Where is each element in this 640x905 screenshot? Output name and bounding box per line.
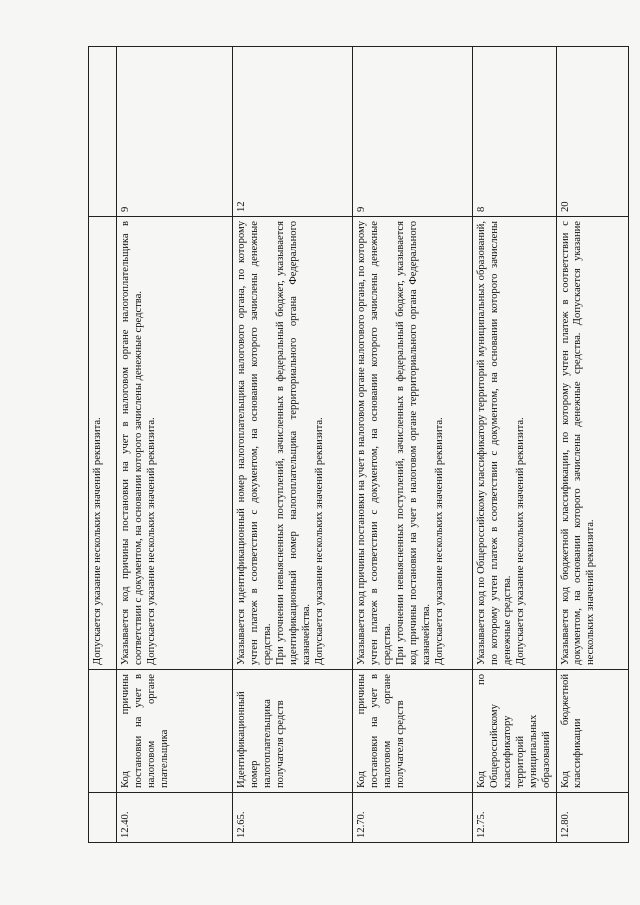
table-row [473, 47, 557, 843]
requisite-description [353, 217, 473, 670]
cont-num-cell [89, 793, 117, 843]
requisite-value: 9 [117, 47, 233, 217]
description-paragraph: Допускается указание нескольких значений реквизита. [433, 417, 445, 665]
requisite-value: 9 [353, 47, 473, 217]
description-paragraph: Указывается код бюджетной классификации, по которому учтен платеж в соответствии с документом, на основании которого зачислены денежные средства. Допускается указание нескольких значений реквизита. [559, 221, 597, 665]
table-row [117, 47, 233, 843]
description-paragraph: При уточнении невыясненных поступлений, зачисленных в федеральный бюджет, указывается код причины постановки на учет в налоговом органе территориального органа Федерального казначейства. [394, 221, 432, 665]
row-number: 12.65. [233, 793, 353, 843]
row-number: 12.80. [556, 793, 628, 843]
requisite-value: 8 [473, 47, 557, 217]
requisites-table [88, 46, 629, 843]
row-number: 12.70. [353, 793, 473, 843]
table-row [233, 47, 353, 843]
description-paragraph: Указывается код причины постановки на учет в налоговом органе налогового органа, по которому учтен платеж в соответствии с документом, на основании которого зачислены денежные средства. [356, 221, 393, 665]
description-paragraph: Указывается код причины постановки на учет в налоговом органе налогоплательщика в соответствии с документом, на основании которого зачислены денежные средства. [120, 221, 144, 665]
requisite-description [117, 217, 233, 670]
description-paragraph: Указывается идентификационный номер налогоплательщика налогового органа, по которому учтен платеж в соответствии с документом, на основании которого зачислены денежные средства. [236, 221, 273, 665]
row-number: 12.40. [117, 793, 233, 843]
requisite-description [473, 217, 557, 670]
requisite-value: 20 [556, 47, 628, 217]
requisite-name: Код причины постановки на учет в налоговом органе плательщика [117, 670, 233, 793]
row-number: 12.75. [473, 793, 557, 843]
requisite-description [556, 217, 628, 670]
description-paragraph: Допускается указание нескольких значений реквизита. [313, 417, 325, 665]
requisite-value: 12 [233, 47, 353, 217]
description-paragraph: Допускается указание нескольких значений реквизита. [145, 417, 157, 665]
cont-name-cell [89, 670, 117, 793]
table-row [556, 47, 628, 843]
continuation-note: Допускается указание нескольких значений реквизита. [89, 217, 117, 670]
requisite-name: Идентификационный номер налогоплательщика получателя средств [233, 670, 353, 793]
description-paragraph: Указывается код по Общероссийскому классификатору территорий муниципальных образований, по которому учтен платеж в соответствии с документом, на основании которого зачислены денежные средства. [476, 221, 513, 665]
continuation-row [89, 47, 117, 843]
requisite-name: Код бюджетной классификации [556, 670, 628, 793]
table-row [353, 47, 473, 843]
requisite-description [233, 217, 353, 670]
description-paragraph: Допускается указание нескольких значений реквизита. [514, 417, 526, 665]
requisite-name: Код по Общероссийскому классификатору территорий муниципальных образований [473, 670, 557, 793]
description-paragraph: При уточнении невыясненных поступлений, зачисленных в федеральный бюджет, указывается идентификационный номер налогоплательщика территориального органа Федерального казначейства. [274, 221, 312, 665]
cont-value-cell [89, 47, 117, 217]
requisite-name: Код причины постановки на учет в налоговом органе получателя средств [353, 670, 473, 793]
